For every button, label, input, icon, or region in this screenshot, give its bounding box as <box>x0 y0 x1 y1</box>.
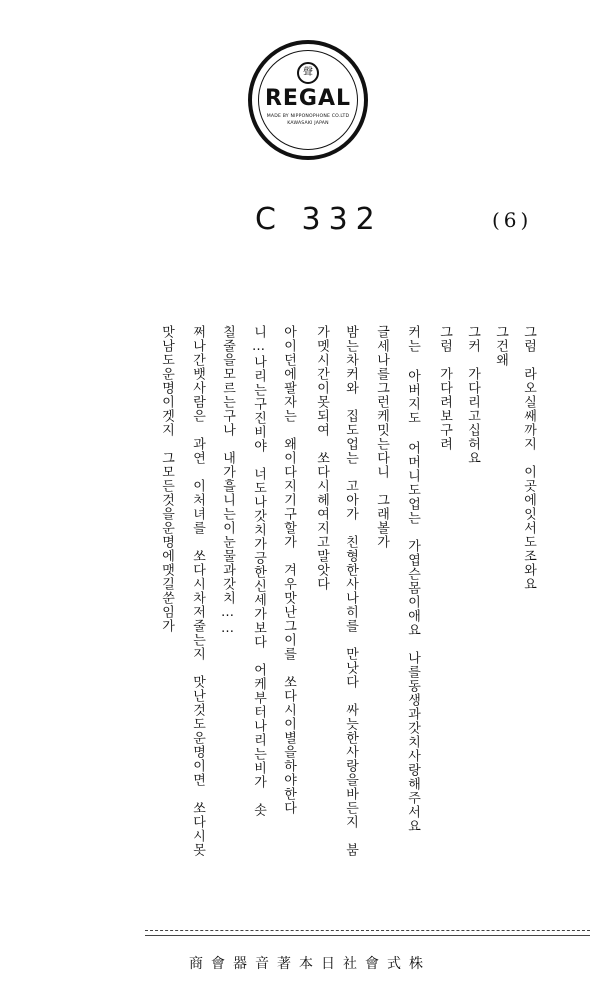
regal-label-logo <box>248 40 368 160</box>
logo-location-text: KAWASAKI JAPAN <box>287 121 329 126</box>
record-number: C 332 <box>255 202 383 237</box>
lyric-line-13: 맛남도운명이겟지 그모든것을운명에맷길쑨임가 <box>159 325 174 633</box>
side-number: (6) <box>492 208 533 232</box>
lyric-line-12: 쩌나간뱃사람은 과연 이처녀를 쏘다시차저줄는지 맛난것도운명이면 쏘다시못 <box>190 325 205 857</box>
lyric-line-3: 그커 가다리고십허요 <box>465 325 480 465</box>
logo-emblem-icon: 聲 <box>297 62 319 84</box>
company-name: 商會器音著本日社會式株 <box>189 956 431 972</box>
footer-divider-dashed <box>145 930 590 931</box>
lyric-line-9: 아이던에팔자는 왜이다지기구할가 겨우맛난그이를 쏘다시이별을하야한다 <box>281 325 296 815</box>
lyric-line-8: 가멧시간이못되여 쏘다시헤여지고말앗다 <box>314 325 329 591</box>
lyric-line-7: 밤는차커와 집도업는 고아가 친형한사나히를 만낫다 싸늣한사랑을바든지 붐 <box>343 325 358 857</box>
logo-brand-text: REGAL <box>264 86 352 111</box>
lyric-line-6: 글세나를그런케밋는다니 그래볼가 <box>374 325 389 549</box>
lyric-line-11: 칠줄을모르는구나 내가흘니는이눈물과갓치…… <box>220 325 235 637</box>
logo-maker-text: MADE BY NIPPONOPHONE CO.LTD <box>266 114 350 119</box>
lyric-line-2: 그건왜 <box>493 325 508 367</box>
lyric-line-4: 그럼 가다려보구려 <box>437 325 452 451</box>
lyric-line-5: 커는 아버지도 어머니도업는 가엽슨몸이애요 나를동생과갓치사랑해주서요 <box>405 325 420 833</box>
lyric-line-10: 니…나리는구진비야 너도나갓치가긍한신세가보다 어케부터나리는비가 솟 <box>251 325 266 817</box>
footer-divider-solid <box>145 935 590 936</box>
lyric-line-1: 그럼 라오실쌔까지 이곳에잇서도조와요 <box>521 325 536 591</box>
